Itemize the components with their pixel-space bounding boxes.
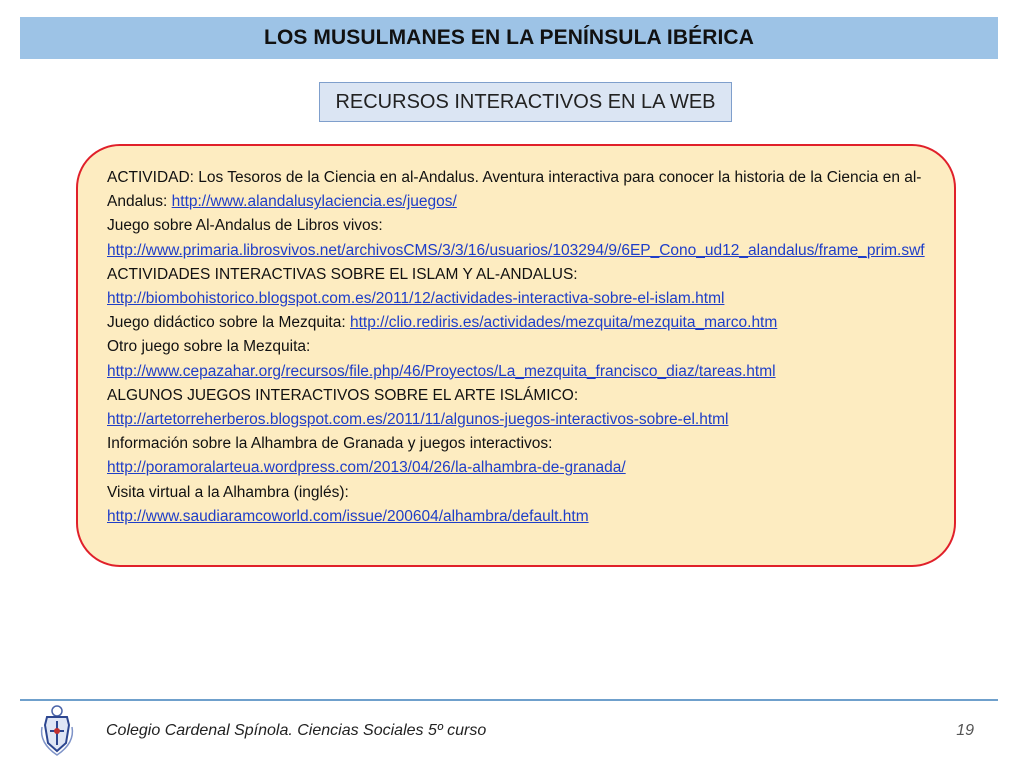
resource-link-3[interactable]: http://biombohistorico.blogspot.com.es/2011/12/actividades-interactiva-sobre-el-islam.html: [107, 290, 725, 308]
resource-link-1[interactable]: http://www.alandalusylaciencia.es/juegos/: [171, 193, 457, 211]
resource-text-5: Otro juego sobre la Mezquita:: [107, 338, 311, 356]
resource-text-8: Visita virtual a la Alhambra (inglés):: [107, 483, 349, 501]
resource-link-8[interactable]: http://www.saudiaramcoworld.com/issue/200604/alhambra/default.htm: [107, 507, 589, 525]
school-crest-icon: [36, 703, 78, 757]
resource-text-3: ACTIVIDADES INTERACTIVAS SOBRE EL ISLAM Y AL-ANDALUS:: [107, 265, 578, 283]
resource-text-4: Juego didáctico sobre la Mezquita:: [107, 314, 350, 332]
resource-link-6[interactable]: http://artetorreherberos.blogspot.com.es/2011/11/algunos-juegos-interactivos-sobre-el.html: [107, 411, 729, 429]
resource-text-2: Juego sobre Al-Andalus de Libros vivos:: [107, 217, 383, 235]
page-number: 19: [956, 722, 974, 739]
footer-divider: [20, 699, 998, 701]
resource-text-1: ACTIVIDAD: Los Tesoros de la Ciencia en al-Andalus. Aventura interactiva para conocer la historia de la Ciencia en al-Andalus:: [107, 169, 922, 211]
section-subtitle: RECURSOS INTERACTIVOS EN LA WEB: [335, 90, 716, 113]
title-bar: [20, 17, 998, 59]
page-title: LOS MUSULMANES EN LA PENÍNSULA IBÉRICA: [264, 26, 754, 49]
resource-list: [107, 166, 930, 529]
resource-link-2[interactable]: http://www.primaria.librosvivos.net/archivosCMS/3/3/16/usuarios/103294/9/6EP_Cono_ud12_alandalus/frame_prim.swf: [107, 241, 925, 259]
resource-link-4[interactable]: http://clio.rediris.es/actividades/mezquita/mezquita_marco.htm: [349, 314, 778, 332]
footer-school-name: Colegio Cardenal Spínola. Ciencias Sociales 5º curso: [106, 722, 487, 739]
subtitle-box: [319, 82, 732, 122]
resource-link-5[interactable]: http://www.cepazahar.org/recursos/file.php/46/Proyectos/La_mezquita_francisco_diaz/tareas.html: [107, 362, 776, 380]
resource-text-6: ALGUNOS JUEGOS INTERACTIVOS SOBRE EL ARTE ISLÁMICO:: [107, 386, 579, 404]
resource-box: [76, 144, 956, 567]
resource-text-7: Información sobre la Alhambra de Granada y juegos interactivos:: [107, 435, 553, 453]
resource-link-7[interactable]: http://poramoralarteua.wordpress.com/2013/04/26/la-alhambra-de-granada/: [107, 459, 626, 477]
